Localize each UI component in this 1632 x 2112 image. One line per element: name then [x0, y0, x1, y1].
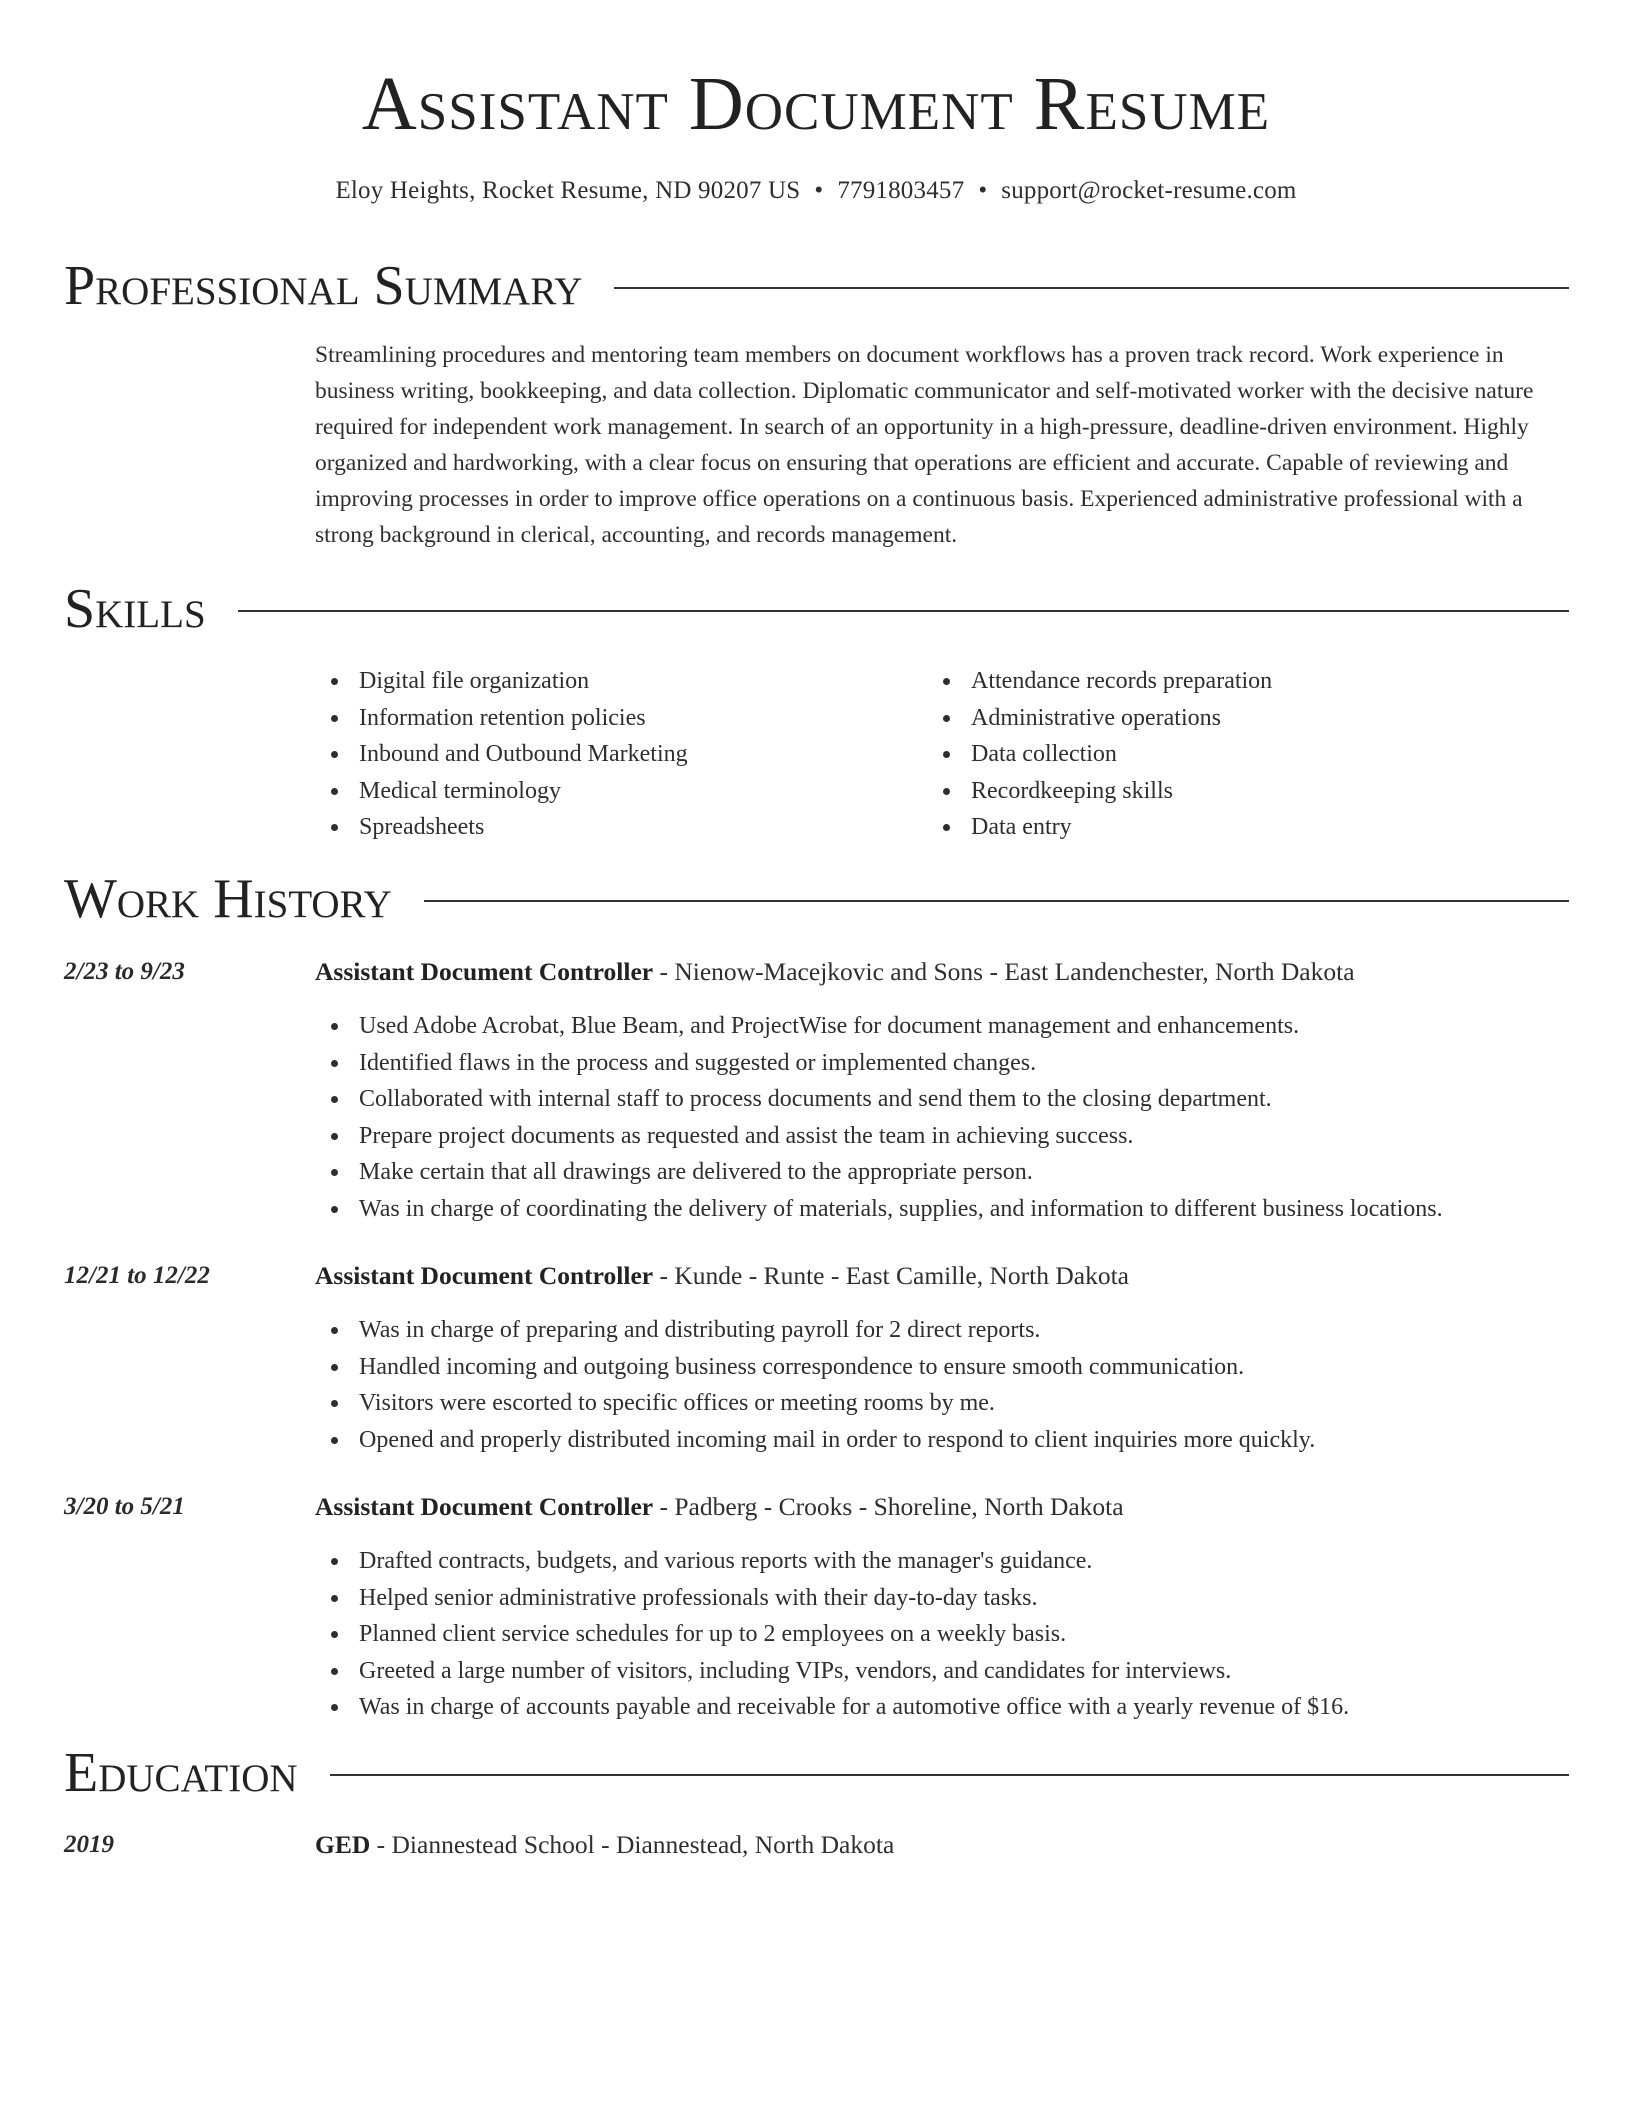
job-dates: 3/20 to 5/21 — [64, 1493, 185, 1520]
job-role: Assistant Document Controller — [315, 1261, 654, 1290]
job-bullet: Helped senior administrative professionals with their day-to-day tasks. — [315, 1580, 1349, 1617]
skill-item: Administrative operations — [927, 700, 1272, 737]
job-bullet: Prepare project documents as requested and assist the team in achieving success. — [315, 1118, 1443, 1155]
skill-item: Recordkeeping skills — [927, 773, 1272, 810]
skill-item: Digital file organization — [315, 663, 688, 700]
phone: 7791803457 — [837, 177, 965, 204]
section-divider — [424, 900, 1569, 902]
section-title: Work History — [64, 868, 392, 930]
section-title: Professional Summary — [64, 255, 583, 317]
education-entry — [315, 1828, 894, 1862]
job-bullet: Identified flaws in the process and suggested or implemented changes. — [315, 1045, 1443, 1082]
summary-text: Streamlining procedures and mentoring team members on document workflows has a proven track record. Work experience in business writing, bookkeeping, and data collection. Diplomatic communicator and self-motivated worker with the decisive nature required for independent work management. In search of an opportunity in a high-pressure, deadline-driven environment. Highly organized and hardworking, with a clear focus on ensuring that operations are efficient and accurate. Capable of reviewing and improving processes in order to improve office operations on a continuous basis. Experienced administrative professional with a strong background in clerical, accounting, and records management. — [315, 342, 1534, 548]
job-bullets — [315, 1543, 1349, 1726]
education-school: - Diannestead School - Diannestead, North Dakota — [370, 1830, 895, 1859]
skill-item: Attendance records preparation — [927, 663, 1272, 700]
skill-item: Information retention policies — [315, 700, 688, 737]
skill-item: Inbound and Outbound Marketing — [315, 736, 688, 773]
job-bullet: Make certain that all drawings are delivered to the appropriate person. — [315, 1154, 1443, 1191]
section-divider — [330, 1774, 1569, 1776]
section-header-skills — [64, 577, 1569, 641]
skill-item: Data entry — [927, 809, 1272, 846]
job-bullet: Collaborated with internal staff to process documents and send them to the closing department. — [315, 1081, 1443, 1118]
job-bullet: Greeted a large number of visitors, including VIPs, vendors, and candidates for interviews. — [315, 1653, 1349, 1690]
job-bullets — [315, 1312, 1315, 1458]
skill-item: Spreadsheets — [315, 809, 688, 846]
contact-separator: • — [814, 177, 824, 204]
job-bullet: Used Adobe Acrobat, Blue Beam, and ProjectWise for document management and enhancements. — [315, 1008, 1443, 1045]
job-heading — [315, 1490, 1124, 1524]
job-bullets — [315, 1008, 1443, 1227]
section-header-work — [64, 867, 1569, 931]
section-title: Skills — [64, 578, 206, 640]
email: support@rocket-resume.com — [1001, 177, 1297, 204]
job-company: - Padberg - Crooks - Shoreline, North Dakota — [653, 1492, 1124, 1521]
job-dates: 2/23 to 9/23 — [64, 958, 185, 985]
education-degree: GED — [315, 1830, 371, 1859]
address: Eloy Heights, Rocket Resume, ND 90207 US — [335, 177, 801, 204]
section-divider — [614, 287, 1569, 289]
job-company: - Kunde - Runte - East Camille, North Dakota — [653, 1261, 1129, 1290]
job-role: Assistant Document Controller — [315, 957, 654, 986]
job-bullet: Was in charge of coordinating the delivery of materials, supplies, and information to different business locations. — [315, 1191, 1443, 1228]
job-bullet: Handled incoming and outgoing business correspondence to ensure smooth communication. — [315, 1349, 1315, 1386]
section-divider — [238, 610, 1569, 612]
skills-list-right — [927, 663, 1272, 846]
section-header-education — [64, 1741, 1569, 1805]
contact-line — [0, 174, 1632, 208]
section-title: Education — [64, 1742, 298, 1804]
section-header-summary — [64, 254, 1569, 318]
contact-separator: • — [978, 177, 988, 204]
job-bullet: Was in charge of accounts payable and receivable for a automotive office with a yearly revenue of $16. — [315, 1689, 1349, 1726]
job-bullet: Opened and properly distributed incoming mail in order to respond to client inquiries more quickly. — [315, 1422, 1315, 1459]
job-bullet: Planned client service schedules for up to 2 employees on a weekly basis. — [315, 1616, 1349, 1653]
skills-list-left — [315, 663, 688, 846]
education-year: 2019 — [64, 1831, 114, 1858]
job-role: Assistant Document Controller — [315, 1492, 654, 1521]
skill-item: Data collection — [927, 736, 1272, 773]
job-heading — [315, 955, 1355, 989]
job-bullet: Was in charge of preparing and distributing payroll for 2 direct reports. — [315, 1312, 1315, 1349]
skill-item: Medical terminology — [315, 773, 688, 810]
job-bullet: Drafted contracts, budgets, and various reports with the manager's guidance. — [315, 1543, 1349, 1580]
job-heading — [315, 1259, 1129, 1293]
job-dates: 12/21 to 12/22 — [64, 1262, 210, 1289]
job-company: - Nienow-Macejkovic and Sons - East Landenchester, North Dakota — [653, 957, 1355, 986]
job-bullet: Visitors were escorted to specific offices or meeting rooms by me. — [315, 1385, 1315, 1422]
resume-title: Assistant Document Resume — [361, 62, 1271, 146]
